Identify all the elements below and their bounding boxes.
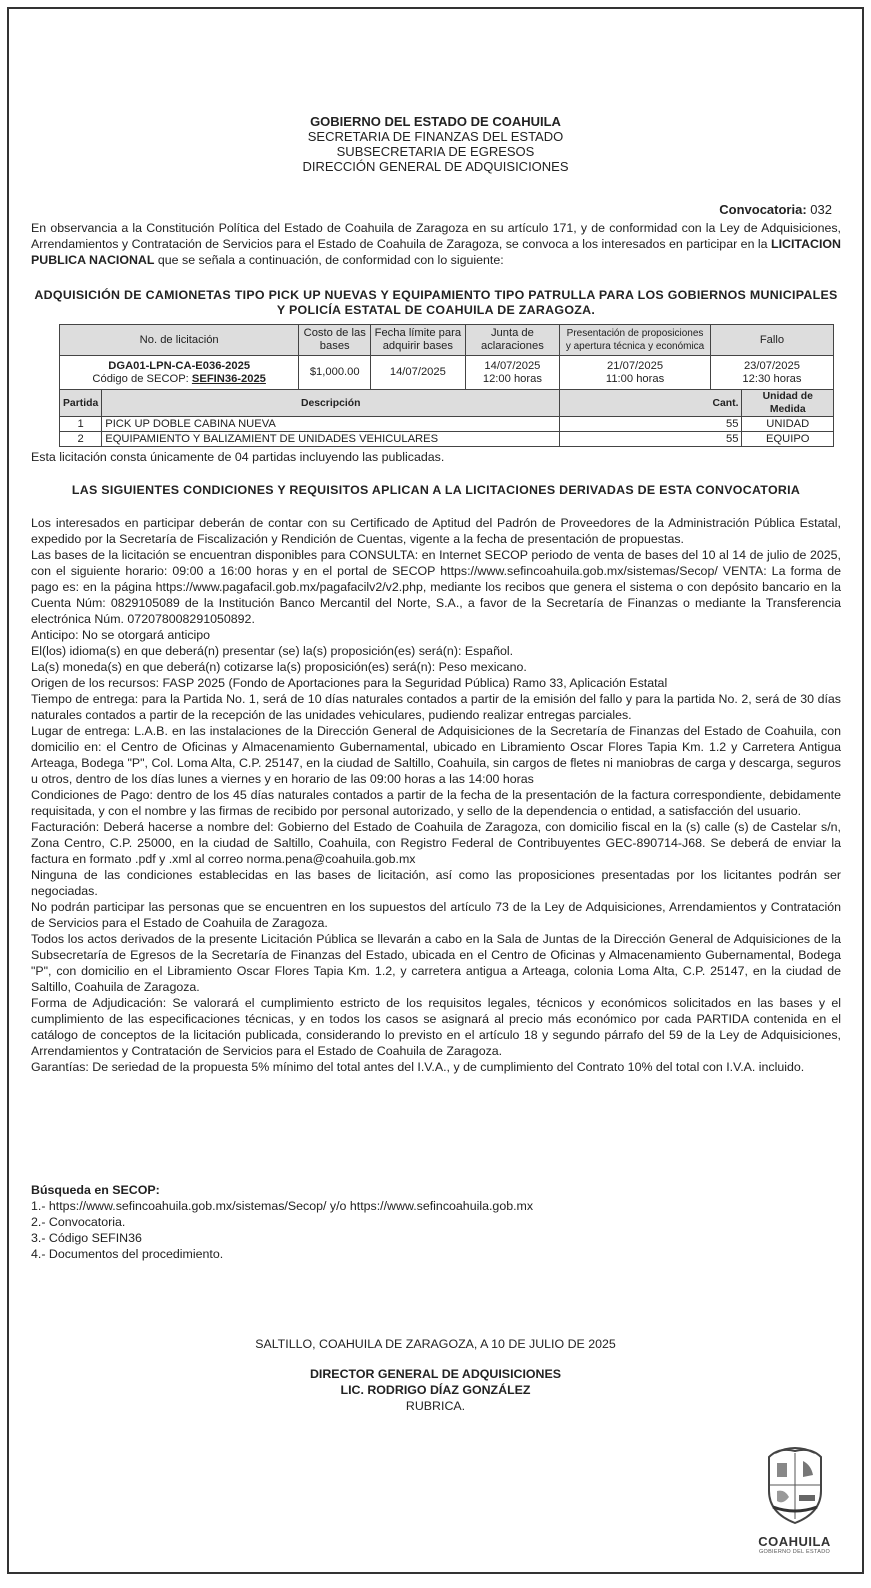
condition-item: Tiempo de entrega: para la Partida No. 1, será de 10 días naturales contados a partir de la emisión del fallo y para la partida No. 2, será de 30 días naturales contados a partir de la recepción de las unidades vehiculares, pudiendo realizar entregas parciales. [31,692,841,722]
col-fallo: Fallo [710,325,833,356]
col-costo: Costo de las bases [299,325,371,356]
header-direccion: DIRECCIÓN GENERAL DE ADQUISICIONES [302,159,569,174]
place-date: SALTILLO, COAHUILA DE ZARAGOZA, A 10 DE JULIO DE 2025 [255,1337,616,1351]
header-secretaria: SECRETARIA DE FINANZAS DEL ESTADO [307,129,564,144]
cell-junta: 14/07/2025 12:00 horas [465,356,560,390]
condition-item: Anticipo: No se otorgará anticipo [31,628,211,642]
condition-item: Garantías: De seriedad de la propuesta 5% mínimo del total antes del I.V.A., y de cumplimiento del Contrato 10% del total con I.V.A. incluido. [31,1060,805,1074]
col-descripcion: Descripción [102,390,560,417]
cell-fecha-limite: 14/07/2025 [371,356,466,390]
document-header [9,114,862,174]
secop-search-title: Búsqueda en SECOP: [31,1183,160,1197]
conditions-list [31,515,841,1075]
secop-step: 4.- Documentos del procedimiento. [31,1247,224,1261]
document-page [7,7,864,1574]
table-row: 2 EQUIPAMIENTO Y BALIZAMIENT DE UNIDADES VEHICULARES 55 EQUIPO [60,432,834,447]
signer-position: DIRECTOR GENERAL DE ADQUISICIONES [309,1367,562,1381]
condition-item: No podrán participar las personas que se encuentren en los supuestos del artículo 73 de la Ley de Adquisiciones, Arrendamientos y Contratación de Servicios para el Estado de Coahuila de Zaragoza. [31,900,841,930]
col-no-licitacion: No. de licitación [60,325,299,356]
coat-of-arms-icon [759,1445,831,1527]
convocatoria-number [719,202,832,217]
signature-block [9,1336,862,1414]
table-row: 1 PICK UP DOBLE CABINA NUEVA 55 UNIDAD [60,417,834,432]
coahuila-logo [747,1445,842,1560]
cell-presentacion: 21/07/2025 11:00 horas [560,356,711,390]
condition-item: Las bases de la licitación se encuentran disponibles para CONSULTA: en Internet SECOP periodo de venta de bases del 10 al 14 de julio de 2025, con el siguiente horario: 09:00 a 16:00 horas y en el portal de SECOP https://www.sefincoahuila.gob.mx/sistemas/Secop/ VENTA: La forma de pago es: en la página https://www.pagafacil.gob.mx/pagafacilv2/v2.php, mediante los recibos que genera el sistema o con depósito bancario en la Cuenta Núm: 0829105089 de la Institución Banco Mercantil del Norte, S.A., a favor de la Secretaría de Finanzas o mediante la Transferencia electrónica Núm. 072078008291050892. [31,548,841,626]
signer-name: LIC. RODRIGO DÍAZ GONZÁLEZ [340,1383,531,1397]
rubrica: RUBRICA. [405,1399,466,1413]
condition-item: La(s) moneda(s) en que deberá(n) cotizarse la(s) proposición(es) será(n): Peso mexicano. [31,660,527,674]
header-subsecretaria: SUBSECRETARIA DE EGRESOS [336,144,535,159]
secop-code: SEFIN36-2025 [191,372,266,385]
licitacion-title: ADQUISICIÓN DE CAMIONETAS TIPO PICK UP NUEVAS Y EQUIPAMIENTO TIPO PATRULLA PARA LOS GOBIERNOS MUNICIPALES Y POLICÍA ESTATAL DE COAHUILA DE ZARAGOZA. [34,288,838,317]
col-cant: Cant. [560,390,742,417]
logo-name: COAHUILA [758,1534,831,1549]
col-unidad: Unidad de Medida [742,390,834,417]
intro-paragraph: En observancia a la Constitución Política del Estado de Coahuila de Zaragoza en su artículo 171, y de conformidad con la Ley de Adquisiciones, Arrendamientos y Contratación de Servicios para el Estado de Coahuila de Zaragoza, se convoca a los interesados en participar en la LICITACION PUBLICA NACIONAL que se señala a continuación, de conformidad con lo siguiente: [31,221,841,267]
header-government: GOBIERNO DEL ESTADO DE COAHUILA [310,114,561,129]
convocatoria-value: 032 [810,202,832,217]
col-partida: Partida [60,390,102,417]
logo-subtitle: GOBIERNO DEL ESTADO [758,1549,831,1555]
secop-step: 1.- https://www.sefincoahuila.gob.mx/sistemas/Secop/ y/o https://www.sefincoahuila.gob.mx [31,1199,534,1213]
condition-item: Origen de los recursos: FASP 2025 (Fondo de Aportaciones para la Seguridad Pública) Ramo 33, Aplicación Estatal [31,676,668,690]
conditions-title: LAS SIGUIENTES CONDICIONES Y REQUISITOS APLICAN A LA LICITACIONES DERIVADAS DE ESTA CONVOCATORIA [71,483,801,497]
condition-item: Lugar de entrega: L.A.B. en las instalaciones de la Dirección General de Adquisiciones de la Secretaría de Finanzas del Estado de Coahuila, con domicilio en: el Centro de Oficinas y Almacenamiento Gubernamental, ubicado en Libramiento Oscar Flores Tapia Km. 1.2 y Carretera Antigua Arteaga, Bodega "P", Col. Loma Alta, C.P. 25147, en la ciudad de Saltillo, Coahuila, sin cargos de fletes ni maniobras de carga y descarga, seguros u otros, dentro de los días lunes a viernes y en horario de las 09:00 horas a las 14:00 horas [31,724,841,786]
cell-fallo: 23/07/2025 12:30 horas [710,356,833,390]
col-junta: Junta de aclaraciones [465,325,560,356]
condition-item: Ninguna de las condiciones establecidas en las bases de licitación, así como las proposiciones presentadas por los licitantes podrán ser negociadas. [31,868,841,898]
partidas-note: Esta licitación consta únicamente de 04 partidas incluyendo las publicadas. [31,450,445,464]
condition-item: Facturación: Deberá hacerse a nombre del: Gobierno del Estado de Coahuila de Zaragoza, con domicilio fiscal en la (s) calle (s) de Castelar s/n, Zona Centro, C.P. 25000, en la ciudad de Saltillo, Coahuila, con Registro Federal de Contribuyentes GEC-890714-J68. Se deberá de enviar la factura en formato .pdf y .xml al correo norma.pena@coahuila.gob.mx [31,820,841,866]
condition-item: Condiciones de Pago: dentro de los 45 días naturales contados a partir de la fecha de la presentación de la factura correspondiente, debidamente requisitada, y con el nombre y las firmas de recibido por personal autorizado, y sello de la dependencia o entidad, a satisfacción del usuario. [31,788,841,818]
secop-search [31,1182,533,1262]
condition-item: Todos los actos derivados de la presente Licitación Pública se llevarán a cabo en la Sala de Juntas de la Dirección General de Adquisiciones de la Subsecretaría de Egresos de la Secretaría de Finanzas del Estado, ubicada en el Centro de Oficinas y Almacenamiento Gubernamental, Bodega "P", con domicilio en el Libramiento Oscar Flores Tapia Km. 1.2, y carretera antigua a Arteaga, colonia Loma Alta, C.P. 25147, en la ciudad de Saltillo, Coahuila de Zaragoza. [31,932,841,994]
col-fecha-limite: Fecha límite para adquirir bases [371,325,466,356]
col-presentacion: Presentación de proposiciones y apertura técnica y económica [560,325,711,356]
secop-step: 3.- Código SEFIN36 [31,1231,142,1245]
secop-step: 2.- Convocatoria. [31,1215,126,1229]
cell-no-licitacion: DGA01-LPN-CA-E036-2025 Código de SECOP: SEFIN36-2025 [60,356,299,390]
cell-costo: $1,000.00 [299,356,371,390]
condition-item: Forma de Adjudicación: Se valorará el cumplimiento estricto de los requisitos legales, técnicos y económicos solicitados en las bases y el cumplimiento de las especificaciones técnicas, y en todos los casos se asignará al precio más económico por cada PARTIDA contenida en el catálogo de conceptos de la licitación publicada, considerando lo previsto en el artículo 18 y segundo párrafo del 59 de la Ley de Adquisiciones, Arrendamientos y Contratación de Servicios para el Estado de Coahuila de Zaragoza. [31,996,841,1058]
licitacion-type: LICITACION PUBLICA NACIONAL [31,237,841,267]
condition-item: Los interesados en participar deberán de contar con su Certificado de Aptitud del Padrón de Proveedores de la Administración Pública Estatal, expedido por la Secretaría de Fiscalización y Rendición de Cuentas, vigente a la fecha de presentación de propuestas. [31,516,841,546]
condition-item: El(los) idioma(s) en que deberá(n) presentar (se) la(s) proposición(es) será(n): Español. [31,644,514,658]
licitacion-table [59,324,834,447]
convocatoria-label: Convocatoria: [719,202,807,217]
